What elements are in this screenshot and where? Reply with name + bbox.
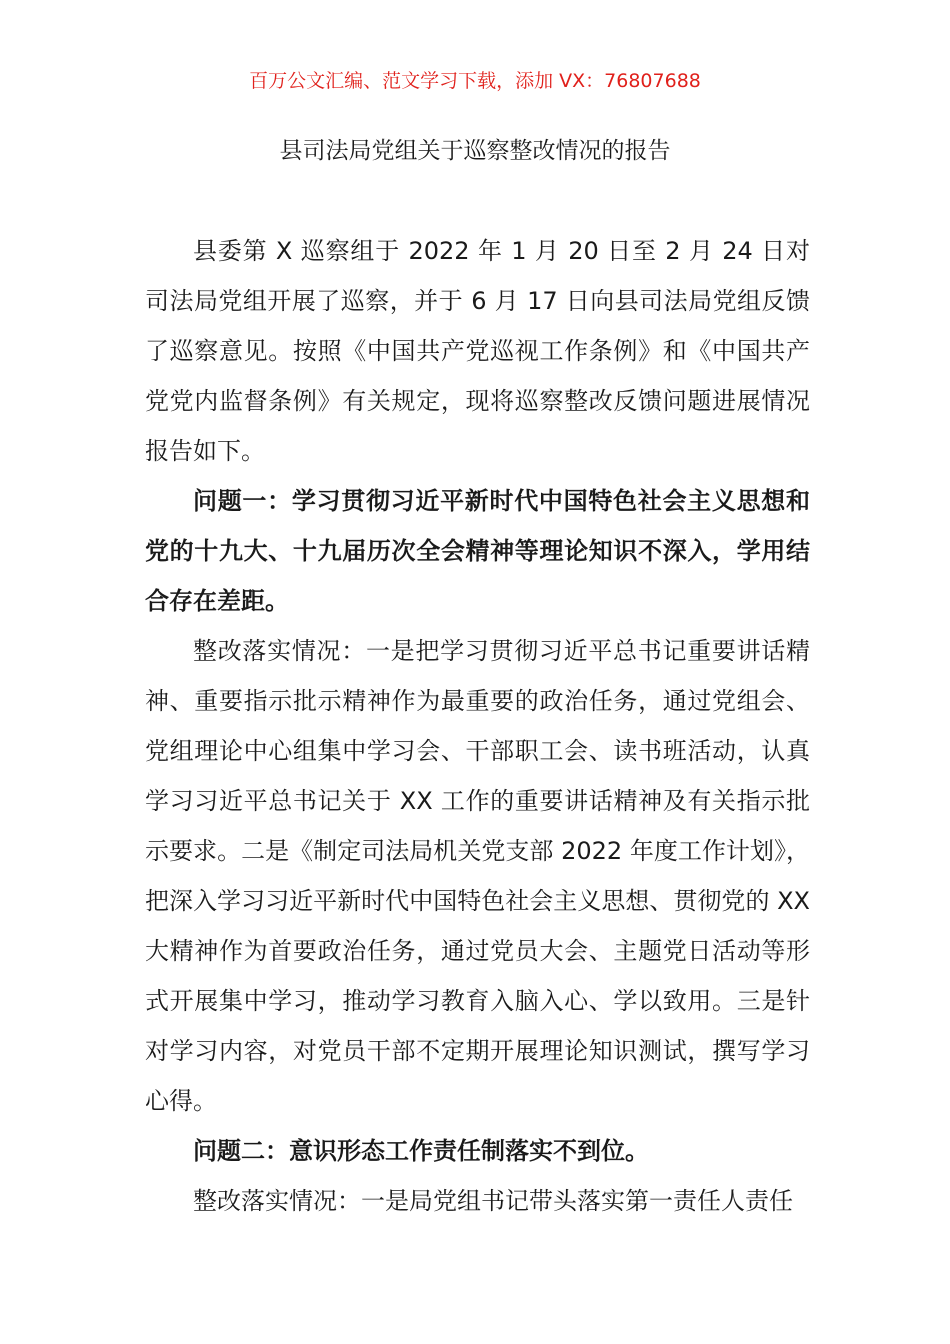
issue-one-rectification: 整改落实情况：一是把学习贯彻习近平总书记重要讲话精神、重要指示批示精神作为最重要的政治任务，通过党组会、党组理论中心组集中学习会、干部职工会、读书班活动，认真学习习近平总书记关于 XX 工作的重要讲话精神及有关指示批示要求。二是《制定司法局机关党支部 2022 年度工作计划》，把深入学习习近平新时代中国特色社会主义思想、贯彻党的 XX 大精神作为首要政治任务，通过党员大会、主题党日活动等形式开展集中学习，推动学习教育入脑入心、学以致用。三是针对学习内容，对党员干部不定期开展理论知识测试，撰写学习心得。 [145,637,810,1115]
promo-header: 百万公文汇编、范文学习下载，添加 VX：76807688 [249,70,701,92]
document-title: 县司法局党组关于巡察整改情况的报告 [279,138,671,164]
intro-paragraph: 县委第 X 巡察组于 2022 年 1 月 20 日至 2 月 24 日对司法局党组开展了巡察，并于 6 月 17 日向县司法局党组反馈了巡察意见。按照《中国共产党巡视工作条例》和《中国共产党党内监督条例》有关规定，现将巡察整改反馈问题进展情况报告如下。 [145,237,810,465]
issue-one-heading: 问题一：学习贯彻习近平新时代中国特色社会主义思想和党的十九大、十九届历次全会精神等理论知识不深入，学用结合存在差距。 [145,487,810,615]
issue-two-rectification: 整改落实情况：一是局党组书记带头落实第一责任人责任 [193,1187,793,1215]
issue-two-heading: 问题二：意识形态工作责任制落实不到位。 [193,1137,649,1165]
document-body [145,226,810,1226]
